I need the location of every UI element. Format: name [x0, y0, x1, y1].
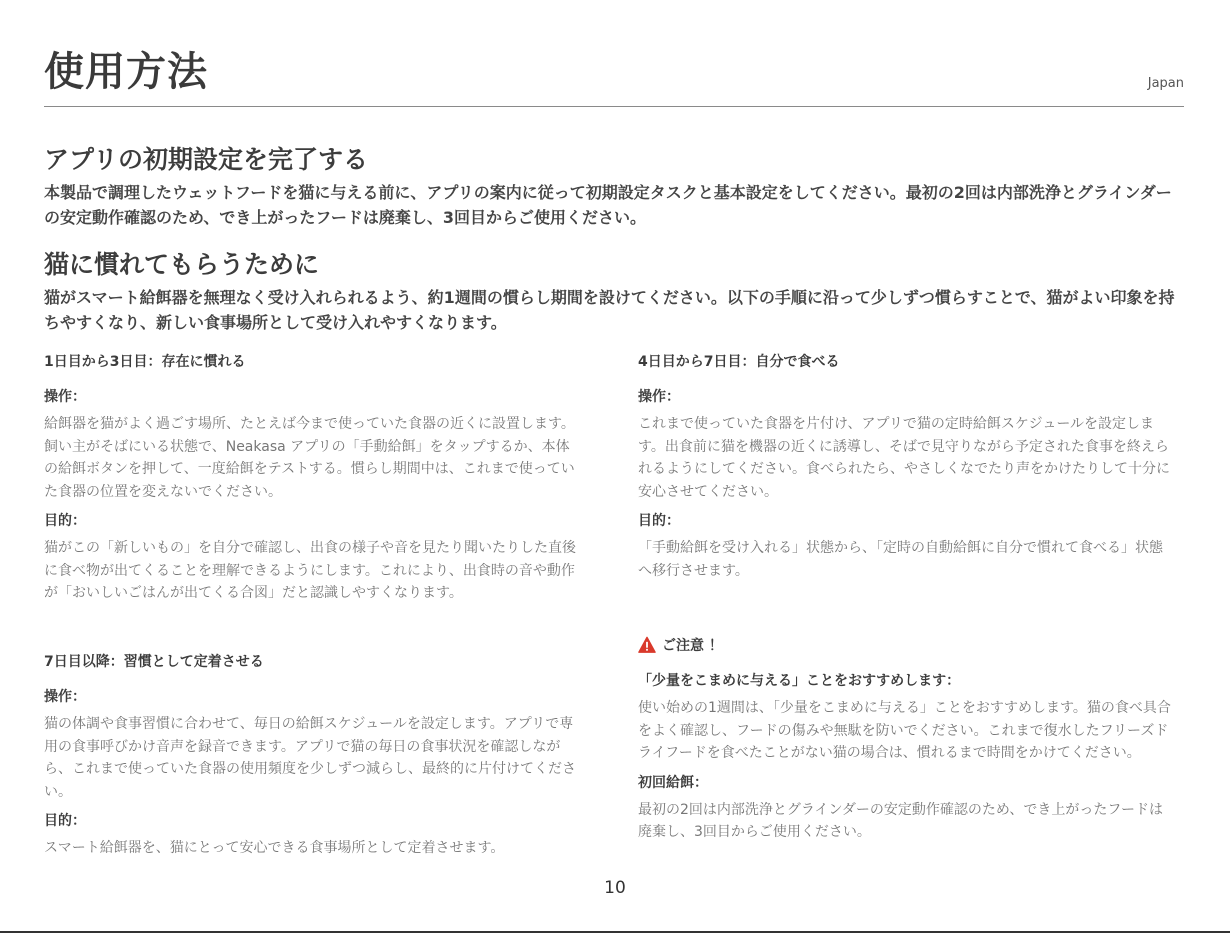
step-day4-op-label: 操作： — [638, 389, 680, 405]
step-day7-goal-text: スマート給餌器を、猫にとって安心できる食事場所として定着させます。 — [44, 840, 505, 856]
step-day1-op-text: 給餌器を猫がよく過ごす場所、たとえば今まで使っていた食器の近くに設置します。飼い主がそばにいる状態で、Neakasa アプリの「手動給餌」をタップするか、本体の給餌ボタンを押して、一度給餌をテストする。慣らし期間中は、これまで使っていた食器の位置を変えないでください。 — [44, 416, 575, 500]
step-day1-goal-text: 猫がこの「新しいもの」を自分で確認し、出食の様子や音を見たり聞いたりした直後に食べ物が出てくることを理解できるようにします。これにより、出食時の音や動作が「おいしいごはんが出てくる合図」だと認識しやすくなります。 — [44, 540, 576, 601]
step-day1-op-label: 操作： — [44, 389, 86, 405]
setup-section-body: 本製品で調理したウェットフードを猫に与える前に、アプリの案内に従って初期設定タスクと基本設定をしてください。最初の2回は内部洗浄とグラインダーの安定動作確認のため、でき上がったフードは廃棄し、3回目からご使用ください。 — [44, 183, 1172, 227]
caution-block — [638, 635, 1173, 844]
page-number: 10 — [604, 878, 626, 898]
warning-triangle-icon — [638, 636, 656, 654]
step-day7-op-text: 猫の体調や食事習慣に合わせて、毎日の給餌スケジュールを設定します。アプリで専用の食事呼びかけ音声を録音できます。アプリで猫の毎日の食事状況を確認しながら、これまで使っていた食器の使用頻度を少しずつ減らし、最終的に片付けてください。 — [44, 716, 576, 800]
setup-section-title: アプリの初期設定を完了する — [44, 145, 369, 174]
step-day7-op-label: 操作： — [44, 689, 86, 705]
header-divider — [44, 106, 1184, 107]
caution-subtitle: 「少量をこまめに与える」ことをおすすめします： — [638, 673, 961, 689]
page-title: 使用方法 — [44, 49, 208, 95]
acclimate-section-body: 猫がスマート給餌器を無理なく受け入れられるよう、約1週間の慣らし期間を設けてください。以下の手順に沿って少しずつ慣らすことで、猫がよい印象を持ちやすくなり、新しい食事場所として受け入れやすくなります。 — [44, 288, 1175, 332]
caution-title: ご注意 ！ — [662, 638, 723, 654]
region-label: Japan — [1147, 76, 1184, 91]
step-day4-op-text: これまで使っていた食器を片付け、アプリで猫の定時給餌スケジュールを設定します。出食前に猫を機器の近くに誘導し、そばで見守りながら予定された食事を終えられるようにしてください。食べられたら、やさしくなでたり声をかけたりして十分に安心させてください。 — [638, 416, 1170, 500]
step-day4-goal-text: 「手動給餌を受け入れる」状態から、「定時の自動給餌に自分で慣れて食べる」状態へ移行させます。 — [638, 540, 1163, 579]
caution-header — [638, 635, 1173, 655]
footer-divider — [0, 931, 1230, 933]
step-day7-block — [44, 652, 579, 860]
step-day4-goal-label: 目的： — [638, 513, 680, 529]
step-day1-block — [44, 352, 579, 605]
acclimate-section-title: 猫に慣れてもらうために — [44, 250, 320, 279]
step-day7-goal-label: 目的： — [44, 813, 86, 829]
caution-text: 使い始めの1週間は、「少量をこまめに与える」ことをおすすめします。猫の食べ具合をよく確認し、フードの傷みや無駄を防いでください。これまで復水したフリーズドライフードを食べたことがない猫の場合は、慣れるまで時間をかけてください。 — [638, 700, 1171, 761]
first-feeding-text: 最初の2回は内部洗浄とグラインダーの安定動作確認のため、でき上がったフードは廃棄し、3回目からご使用ください。 — [638, 801, 1163, 840]
step-day4-block — [638, 352, 1173, 582]
step-day4-title: 4日目から7日目：自分で食べる — [638, 354, 840, 370]
step-day7-title: 7日目以降：習慣として定着させる — [44, 654, 264, 670]
step-day1-goal-label: 目的： — [44, 513, 86, 529]
step-day1-title: 1日目から3日目：存在に慣れる — [44, 354, 246, 370]
first-feeding-label: 初回給餌： — [638, 774, 708, 791]
